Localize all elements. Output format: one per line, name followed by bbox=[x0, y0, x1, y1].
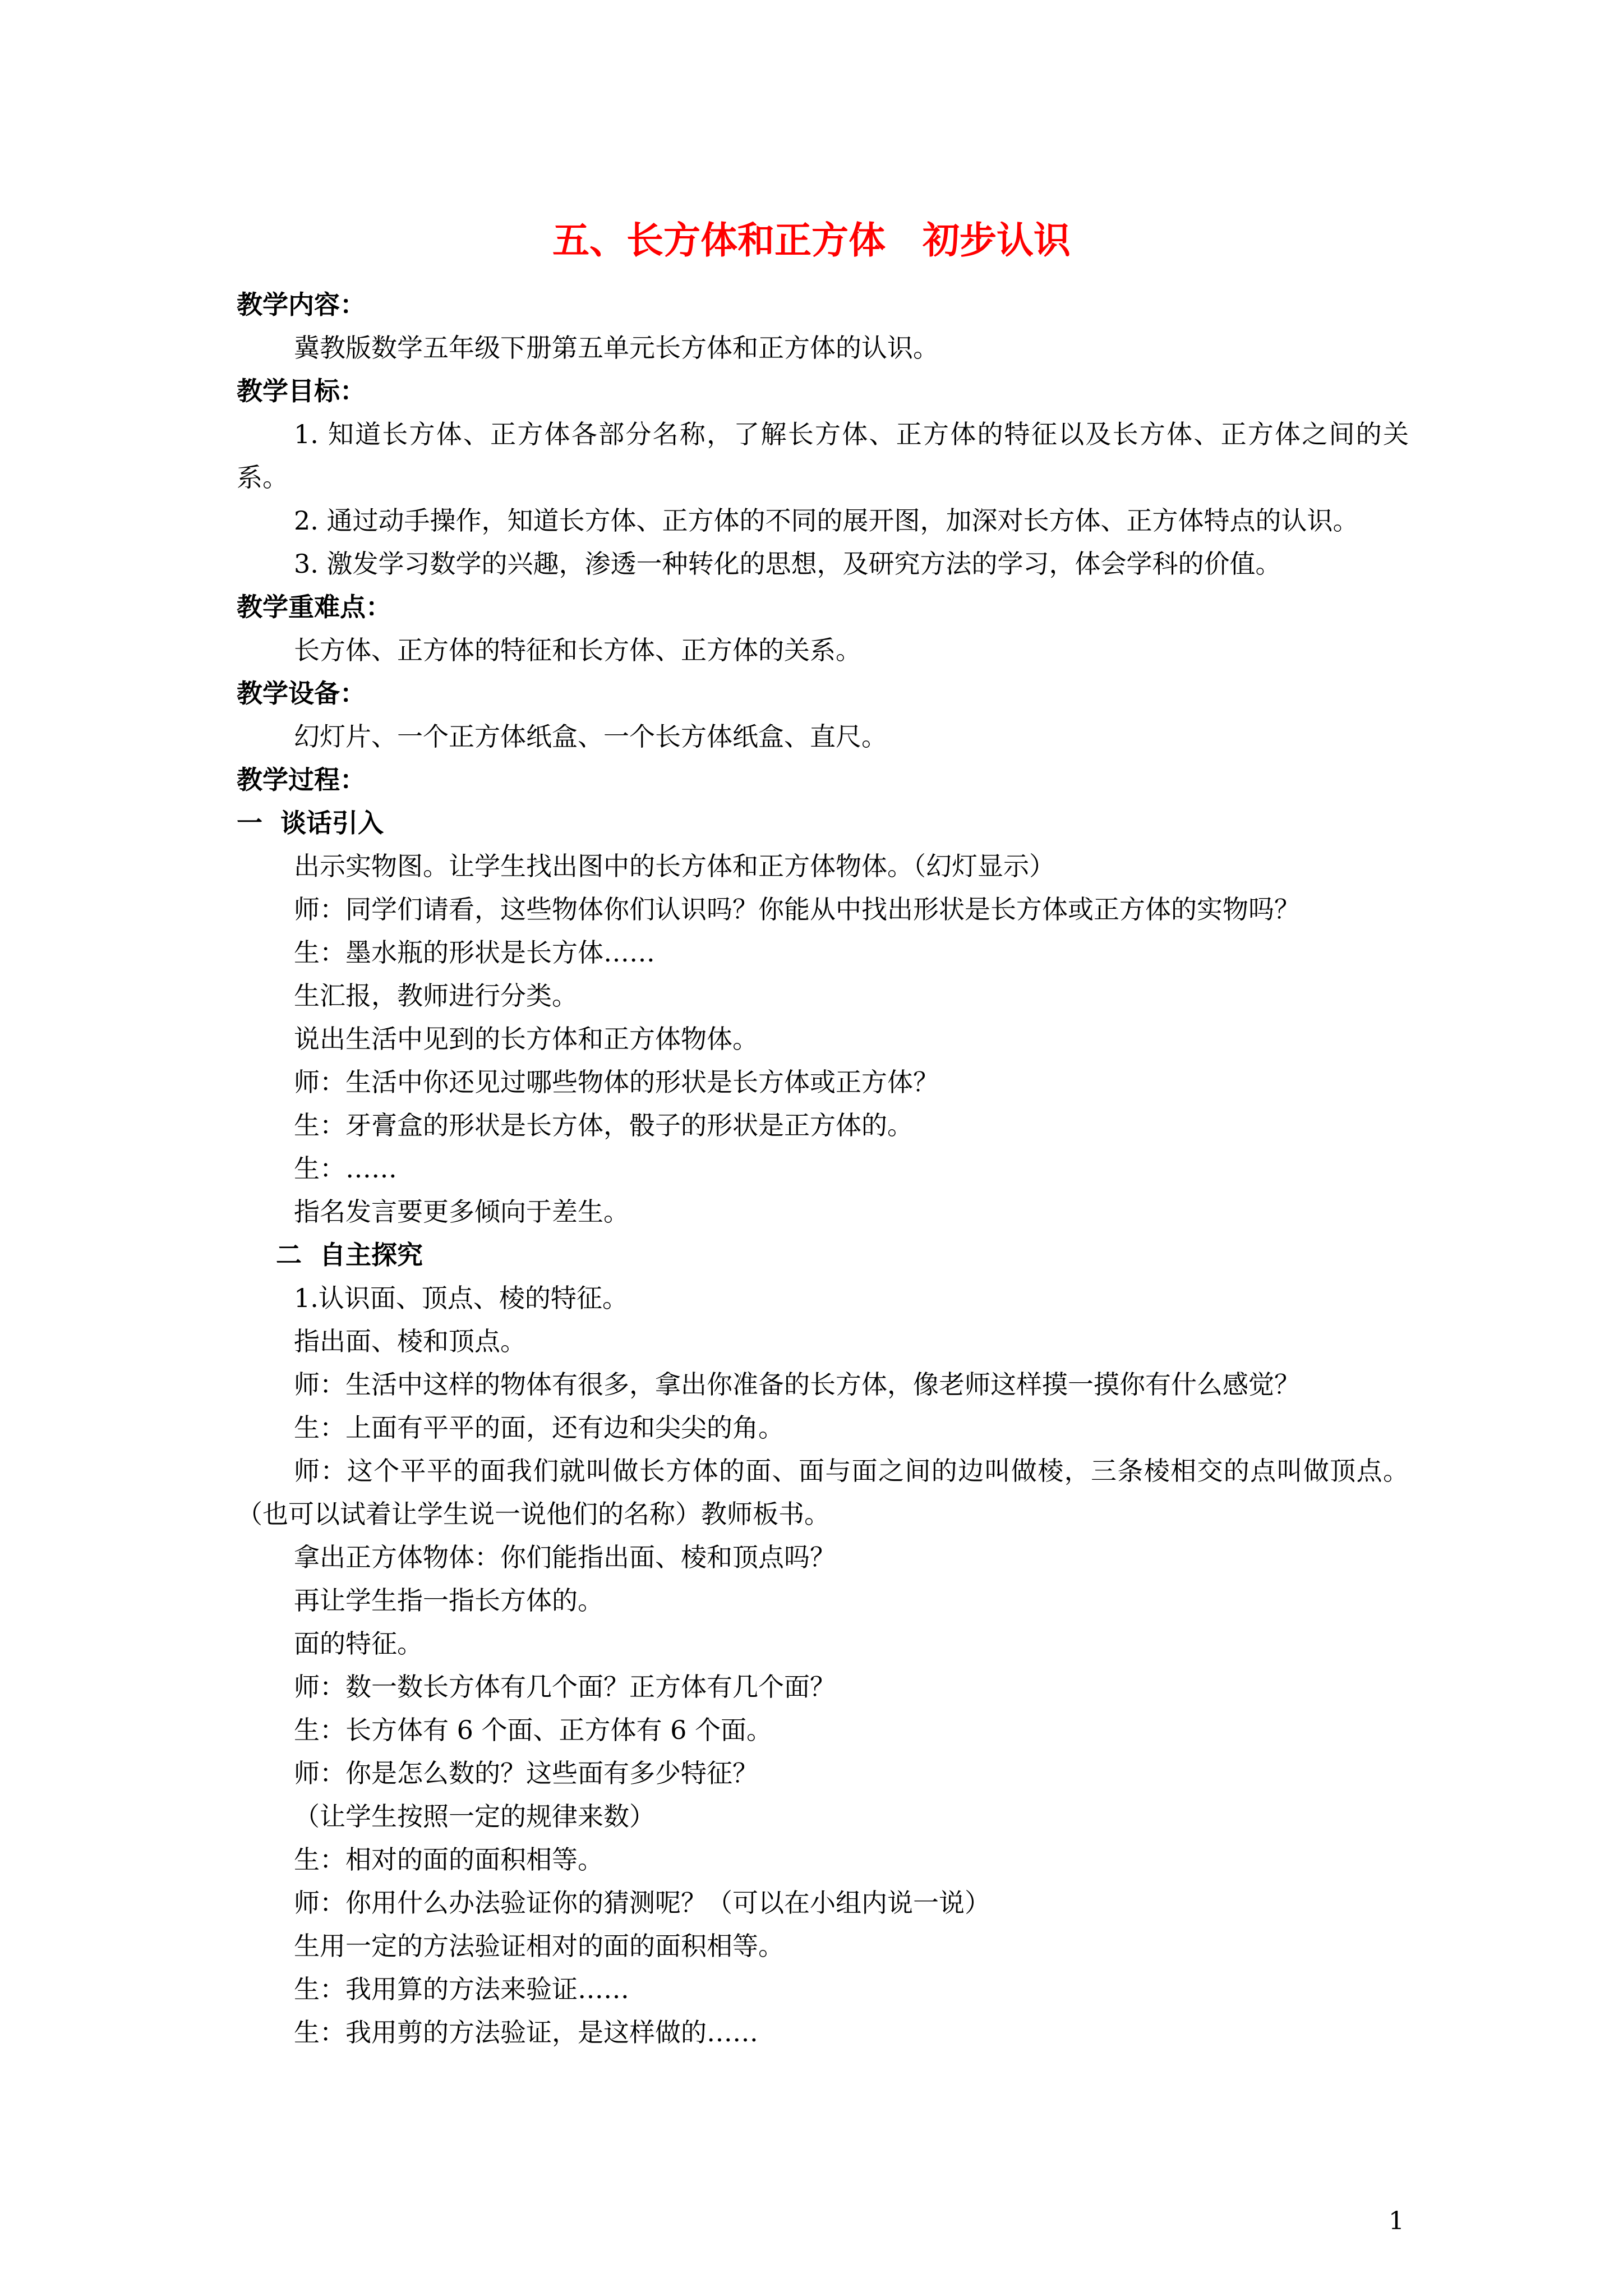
part2-line: 师：你用什么办法验证你的猜测呢？（可以在小组内说一说） bbox=[294, 1888, 990, 1918]
part1-line: 生：墨水瓶的形状是长方体…… bbox=[294, 937, 655, 968]
part1-line: 师：同学们请看，这些物体你们认识吗？你能从中找出形状是长方体或正方体的实物吗？ bbox=[294, 894, 1300, 924]
part2-line: 师：数一数长方体有几个面？正方体有几个面？ bbox=[294, 1672, 836, 1702]
process-heading: 教学过程： bbox=[237, 765, 366, 795]
goal-3: 3. 激发学习数学的兴趣，渗透一种转化的思想，及研究方法的学习，体会学科的价值。 bbox=[294, 549, 1281, 579]
part1-line: 生：…… bbox=[294, 1153, 397, 1184]
part2-line: 面的特征。 bbox=[294, 1628, 423, 1659]
part2-line: 师：生活中这样的物体有很多，拿出你准备的长方体，像老师这样摸一摸你有什么感觉？ bbox=[294, 1369, 1300, 1400]
part2-line: 生：我用剪的方法验证，是这样做的…… bbox=[294, 2017, 758, 2047]
part2-line: 生：上面有平平的面，还有边和尖尖的角。 bbox=[294, 1412, 784, 1443]
part2-line: （让学生按照一定的规律来数） bbox=[294, 1801, 655, 1832]
part2-heading: 二 自主探究 bbox=[276, 1240, 423, 1270]
content-heading: 教学内容： bbox=[237, 289, 366, 320]
part1-line: 生：牙膏盒的形状是长方体，骰子的形状是正方体的。 bbox=[294, 1110, 913, 1140]
part2-line: 生用一定的方法验证相对的面的面积相等。 bbox=[294, 1931, 784, 1961]
part2-line: 1.认识面、顶点、棱的特征。 bbox=[294, 1283, 628, 1313]
document-title: 五、长方体和正方体 初步认识 bbox=[552, 218, 1071, 262]
part2-line: 指出面、棱和顶点。 bbox=[294, 1326, 526, 1356]
document-body bbox=[237, 283, 1409, 2054]
key-points-text: 长方体、正方体的特征和长方体、正方体的关系。 bbox=[294, 635, 861, 665]
part2-paragraph: 师：这个平平的面我们就叫做长方体的面、面与面之间的边叫做棱，三条棱相交的点叫做顶点。（也可以试着让学生说一说他们的名称）教师板书。 bbox=[237, 1456, 1409, 1529]
page-number: 1 bbox=[1389, 2207, 1404, 2235]
key-points-heading: 教学重难点： bbox=[237, 592, 391, 622]
part1-line: 生汇报，教师进行分类。 bbox=[294, 981, 578, 1011]
part2-line: 生：我用算的方法来验证…… bbox=[294, 1974, 629, 2004]
part1-line: 说出生活中见到的长方体和正方体物体。 bbox=[294, 1024, 758, 1054]
equipment-heading: 教学设备： bbox=[237, 678, 366, 708]
part1-line: 师：生活中你还见过哪些物体的形状是长方体或正方体？ bbox=[294, 1067, 939, 1097]
equipment-text: 幻灯片、一个正方体纸盒、一个长方体纸盒、直尺。 bbox=[294, 721, 887, 752]
part2-line: 再让学生指一指长方体的。 bbox=[294, 1585, 603, 1616]
part2-line: 师：你是怎么数的？这些面有多少特征？ bbox=[294, 1758, 758, 1788]
goal-1: 1. 知道长方体、正方体各部分名称，了解长方体、正方体的特征以及长方体、正方体之间的关系。 bbox=[237, 419, 1409, 493]
part2-line: 生：相对的面的面积相等。 bbox=[294, 1844, 603, 1875]
part1-line: 出示实物图。让学生找出图中的长方体和正方体物体。（幻灯显示） bbox=[294, 851, 1055, 881]
part2-line: 拿出正方体物体：你们能指出面、棱和顶点吗？ bbox=[294, 1542, 836, 1572]
part1-line: 指名发言要更多倾向于差生。 bbox=[294, 1197, 629, 1227]
part2-line: 生：长方体有 6 个面、正方体有 6 个面。 bbox=[294, 1715, 773, 1745]
goals-heading: 教学目标： bbox=[237, 376, 366, 406]
content-text: 冀教版数学五年级下册第五单元长方体和正方体的认识。 bbox=[294, 333, 939, 363]
part1-heading: 一 谈话引入 bbox=[237, 808, 384, 838]
goal-2: 2. 通过动手操作，知道长方体、正方体的不同的展开图，加深对长方体、正方体特点的认识。 bbox=[294, 505, 1359, 536]
